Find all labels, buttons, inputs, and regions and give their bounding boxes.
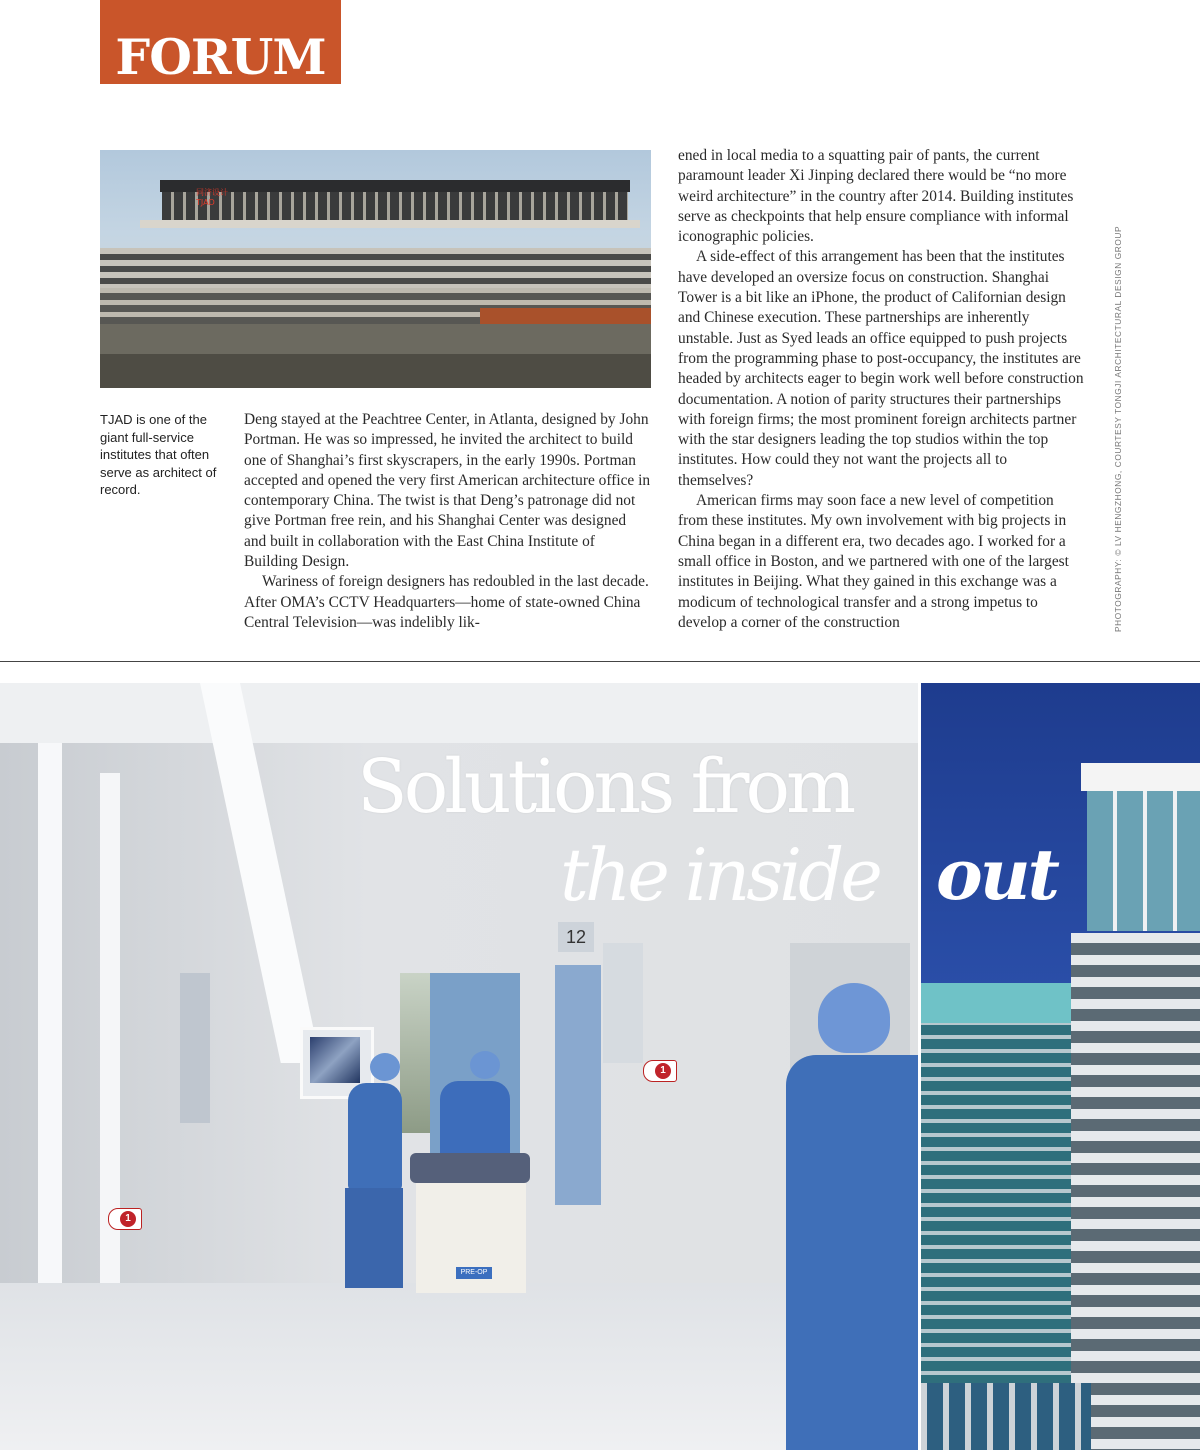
article-column-right xyxy=(678,146,1086,633)
tjad-building-photo xyxy=(100,150,651,388)
building-facade-photo xyxy=(921,683,1200,1450)
paragraph: American firms may soon face a new level of competition from these institutes. My own involvement with big projects in China began in a different era, two decades ago. I worked for a small office in Boston, and we partnered with one of the largest institutes in Beijing. What they gained in this exchange was a modicum of technological transfer and a strong impetus to develop a corner of the construction xyxy=(678,492,1069,631)
article-column-left xyxy=(244,410,652,633)
cart-label: PRE-OP xyxy=(456,1267,492,1279)
divider xyxy=(0,661,1200,662)
photo-caption: TJAD is one of the giant full-service institutes that often serve as architect of record. xyxy=(100,412,217,497)
photo-credit: PHOTOGRAPHY: © LV HENGZHONG, COURTESY TONGJI ARCHITECTURAL DESIGN GROUP xyxy=(1113,225,1123,632)
tjad-sign: 同济设计 TJAD xyxy=(196,188,228,207)
paragraph: A side-effect of this arrangement has been that the institutes have developed an oversize focus on construction. Shanghai Tower is a bit like an iPhone, the product of Californian design and Chinese execution. These partnerships are inherently unstable. Just as Syed leads an office equipped to push projects from the programming phase to post-occupancy, the institutes are headed by architects eager to begin work well before construction documentation. A notion of parity structures their partnerships with foreign firms; the most prominent foreign architects partner with the star designers leading the top studios within the top institutes. How could they not want the projects all to themselves? xyxy=(678,248,1084,489)
section-label: FORUM xyxy=(115,28,326,86)
marker-number: 1 xyxy=(120,1211,136,1227)
paragraph: Deng stayed at the Peachtree Center, in Atlanta, designed by John Portman. He was so impressed, he invited the architect to build one of Shanghai’s first skyscrapers, in the early 1990s. Portman accepted and opened the very first American architecture office in contemporary China. The twist is that Deng’s patronage did not give Portman free rein, and his Shanghai Center was designed and built in collaboration with the East China Institute of Building Design. xyxy=(244,411,651,571)
section-tab xyxy=(100,0,341,84)
exit-marker-icon xyxy=(108,1208,142,1230)
feature-headline-line1: Solutions from xyxy=(357,744,853,830)
paragraph: Wariness of foreign designers has redoubled in the last decade. After OMA’s CCTV Headquarters—home of state-owned China Central Television—was indelibly lik- xyxy=(244,573,649,631)
paragraph: ened in local media to a squatting pair of pants, the current paramount leader Xi Jinping declared there would be “no more weird architecture” in the country after 2014. Building institutes serve as checkpoints that help ensure compliance with informal iconographic policies. xyxy=(678,147,1074,246)
exit-marker-icon xyxy=(643,1060,677,1082)
room-number-sign: 12 xyxy=(558,922,594,952)
marker-number: 1 xyxy=(655,1063,671,1079)
feature-headline-line3: out xyxy=(936,833,1057,916)
feature-headline-line2: the inside xyxy=(560,833,879,917)
